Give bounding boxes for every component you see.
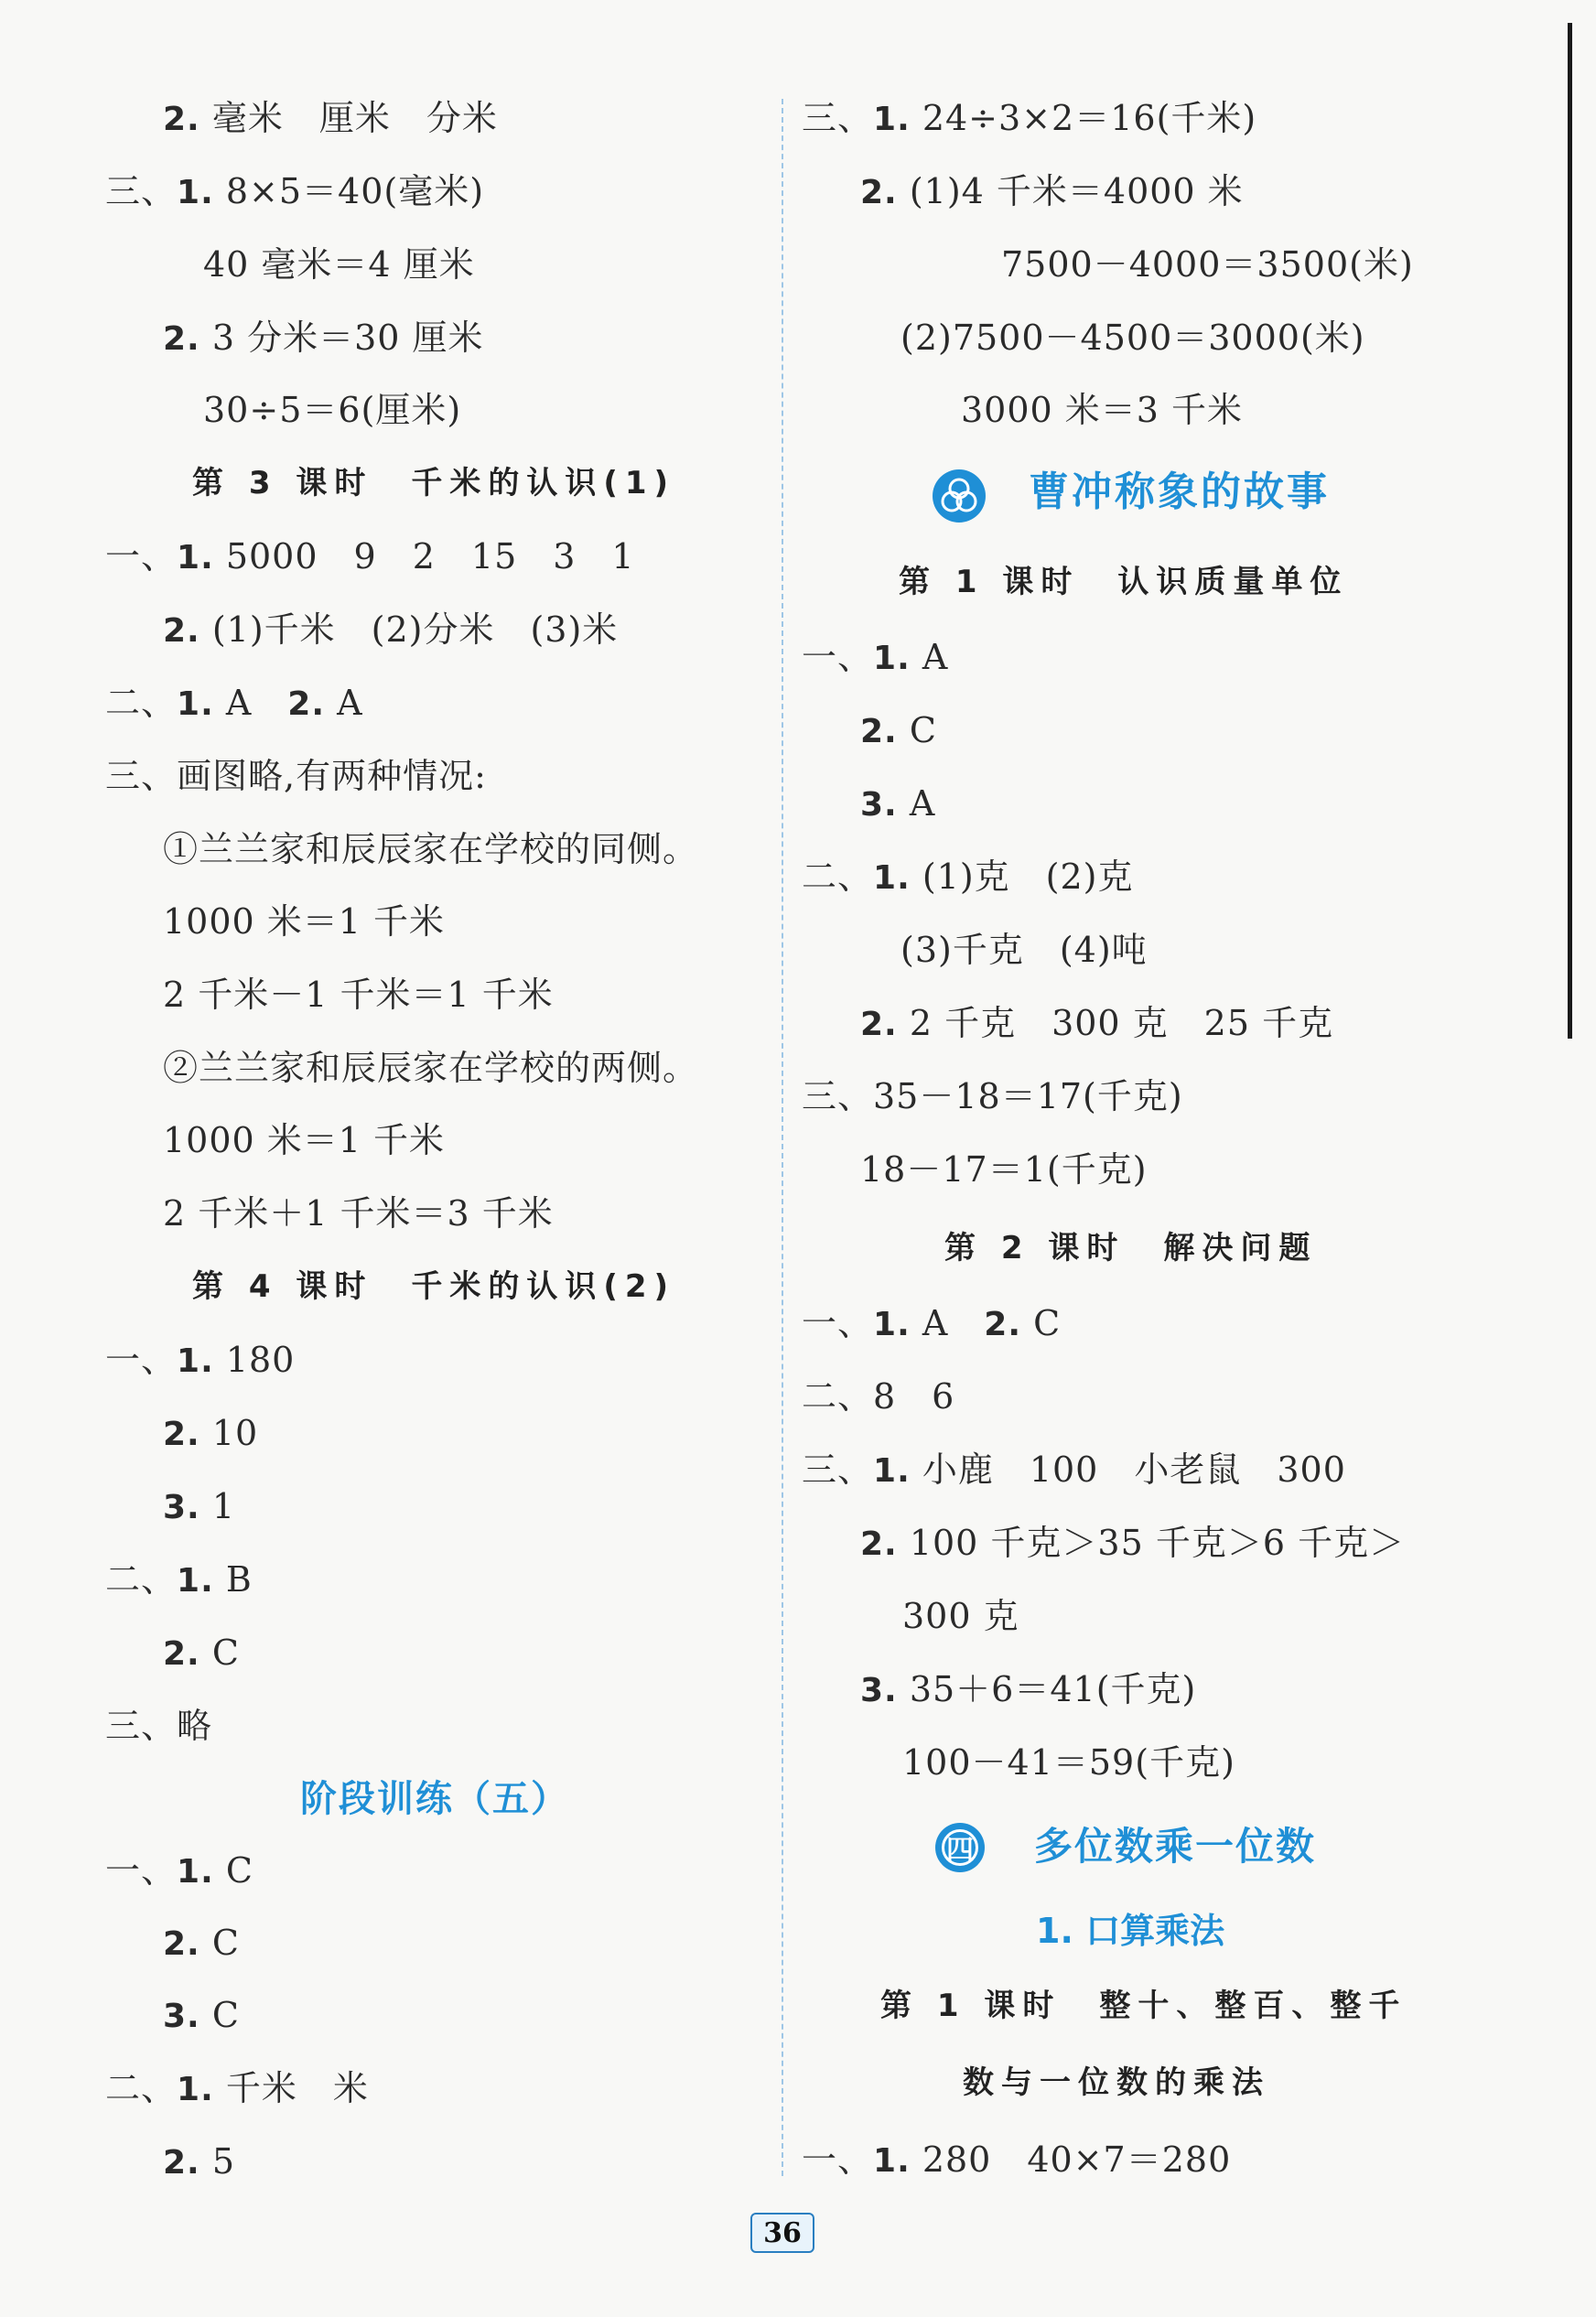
answer-line: 三、1. 小鹿 100 小老鼠 300	[802, 1449, 1346, 1490]
answer-line: 2. 2 千克 300 克 25 千克	[860, 1003, 1334, 1043]
answer-line: 三、1. 24÷3×2＝16(千米)	[802, 98, 1257, 138]
answer-line: 3000 米＝3 千米	[961, 390, 1244, 430]
lesson-heading: 第 4 课时 千米的认识(2)	[192, 1268, 676, 1305]
answer-line: 二、8 6	[802, 1376, 955, 1417]
answer-line: 二、1. B	[105, 1559, 253, 1600]
answer-line: (2)7500－4500＝3000(米)	[900, 318, 1365, 358]
answer-line: 2. (1)千米 (2)分米 (3)米	[163, 609, 619, 650]
unit-icon	[932, 469, 987, 523]
answer-line: 1000 米＝1 千米	[163, 901, 446, 942]
answer-line: 一、1. A 2. C	[802, 1303, 1062, 1343]
answer-line: 二、1. A 2. A	[105, 683, 363, 723]
answer-line: 三、1. 8×5＝40(毫米)	[105, 171, 485, 211]
answer-line: 2. 3 分米＝30 厘米	[163, 318, 484, 358]
answer-line: 3. 1	[163, 1486, 235, 1526]
column-divider	[782, 99, 783, 2176]
answer-line: 300 克	[902, 1596, 1019, 1636]
unit-title: 多位数乘一位数	[1034, 1824, 1317, 1869]
answer-line: 18－17＝1(千克)	[860, 1149, 1148, 1190]
page-edge-bar	[1568, 23, 1572, 1039]
answer-line: 2. 10	[163, 1413, 259, 1453]
answer-line: (3)千克 (4)吨	[900, 930, 1148, 970]
page-number: 36	[750, 2213, 814, 2253]
answer-line: 2. 100 千克＞35 千克＞6 千克＞	[860, 1523, 1406, 1563]
section-title: 1. 口算乘法	[1036, 1911, 1225, 1951]
answer-line: 2. C	[163, 1633, 240, 1673]
unit-number-badge: 四	[935, 1823, 985, 1872]
answer-line: 三、画图略,有两种情况:	[105, 756, 487, 796]
answer-line: 40 毫米＝4 厘米	[203, 244, 475, 285]
lesson-heading: 数与一位数的乘法	[963, 2064, 1270, 2101]
answer-line: 2. 毫米 厘米 分米	[163, 98, 498, 138]
answer-line: 2. C	[860, 710, 937, 750]
answer-line: 2. 5	[163, 2141, 235, 2182]
answer-line: 2 千米－1 千米＝1 千米	[163, 975, 554, 1015]
answer-line: 一、1. C	[105, 1850, 253, 1891]
answer-line: ②兰兰家和辰辰家在学校的两侧。	[163, 1048, 699, 1088]
unit-title: 曹冲称象的故事	[1029, 469, 1330, 515]
lesson-heading: 第 2 课时 解决问题	[944, 1230, 1318, 1266]
answer-line: 3. 35＋6＝41(千克)	[860, 1669, 1197, 1709]
stage-training-title: 阶段训练（五）	[300, 1778, 569, 1820]
answer-line: 100－41＝59(千克)	[902, 1742, 1235, 1783]
lesson-heading: 第 3 课时 千米的认识(1)	[192, 465, 676, 501]
answer-line: 三、略	[105, 1706, 213, 1746]
answer-line: 三、35－18＝17(千克)	[802, 1076, 1183, 1116]
answer-line: 2. C	[163, 1923, 240, 1963]
answer-line: 3. C	[163, 1995, 240, 2035]
answer-line: 1000 米＝1 千米	[163, 1120, 446, 1160]
lesson-heading: 第 1 课时 认识质量单位	[899, 564, 1349, 600]
answer-line: 二、1. 千米 米	[105, 2068, 369, 2108]
answer-line: 30÷5＝6(厘米)	[203, 390, 462, 430]
answer-line: 2. (1)4 千米＝4000 米	[860, 171, 1244, 211]
answer-line: 一、1. 5000 9 2 15 3 1	[105, 536, 635, 577]
answer-line: 3. A	[860, 783, 936, 824]
answer-line: 7500－4000＝3500(米)	[1001, 244, 1414, 285]
answer-line: 一、1. A	[802, 637, 949, 677]
answer-line: 一、1. 180	[105, 1340, 296, 1380]
answer-line: ①兰兰家和辰辰家在学校的同侧。	[163, 829, 699, 869]
answer-line: 2 千米＋1 千米＝3 千米	[163, 1193, 554, 1234]
answer-line: 二、1. (1)克 (2)克	[802, 857, 1134, 897]
answer-line: 一、1. 280 40×7＝280	[802, 2139, 1232, 2180]
lesson-heading: 第 1 课时 整十、整百、整千	[880, 1988, 1407, 2024]
